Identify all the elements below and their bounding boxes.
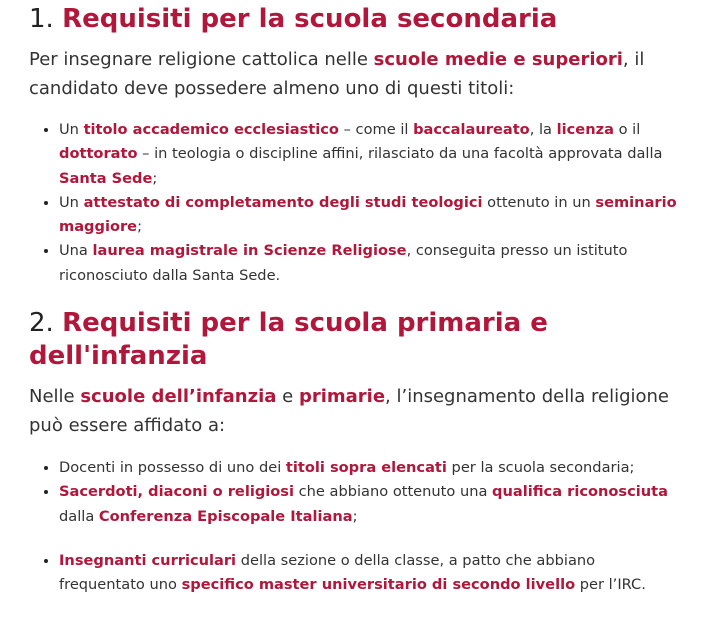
intro-text: , il candidato deve possedere almeno uno di questi titoli: — [29, 49, 645, 99]
item-text: – in teologia o discipline affini, rilasciato da una facoltà approvata dalla — [137, 145, 663, 163]
item-text: , la — [529, 121, 557, 138]
highlight-text: titoli sopra elencati — [285, 459, 447, 477]
item-text: per l’IRC. — [575, 576, 646, 594]
item-text: ; — [137, 218, 142, 236]
item-text: Un — [59, 193, 84, 211]
list-item — [59, 480, 685, 529]
item-text: , conseguita presso un istituto riconosciuto dalla Santa Sede. — [59, 242, 628, 284]
highlight-text: dottorato — [59, 145, 138, 163]
intro-text: , l’insegnamento della religione può essere affidato a: — [29, 386, 669, 437]
highlight-text: scuole medie e superiori — [373, 49, 623, 70]
highlight-text: scuole dell’infanzia — [80, 386, 277, 408]
highlight-text: Conferenza Episcopale Italiana — [98, 507, 353, 525]
section-2-intro — [29, 382, 685, 440]
section-1-intro — [29, 45, 685, 103]
intro-text: Per insegnare religione cattolica nelle — [29, 49, 374, 70]
item-text: Docenti in possesso di uno dei — [59, 459, 286, 477]
item-text: dalla — [59, 507, 99, 525]
section-2-heading — [29, 307, 685, 373]
item-text: della sezione o della classe, a patto che abbiano frequentato uno — [59, 551, 596, 594]
section-1-heading — [29, 0, 685, 36]
highlight-text: attestato di completamento degli studi teologici — [83, 193, 483, 211]
section-1-title: Requisiti per la scuola secondaria — [62, 4, 558, 34]
highlight-text: Sacerdoti, diaconi o religiosi — [59, 483, 294, 501]
highlight-text: Santa Sede — [59, 169, 153, 187]
highlight-text: licenza — [556, 121, 614, 138]
item-text: ; — [152, 169, 158, 187]
item-text: ottenuto in un — [482, 193, 596, 211]
highlight-text: seminario maggiore — [59, 193, 677, 236]
item-text: che abbiano ottenuto una — [294, 483, 493, 501]
list-item — [59, 118, 685, 191]
list-item — [59, 239, 685, 288]
section-2-title: Requisiti per la scuola primaria e dell'infanzia — [29, 308, 548, 372]
highlight-text: baccalaureato — [413, 121, 530, 138]
intro-text: Nelle — [29, 386, 81, 408]
list-item — [59, 549, 685, 598]
item-text: per la scuola secondaria; — [446, 459, 635, 477]
list-item — [59, 191, 685, 240]
item-text: o il — [613, 121, 641, 138]
item-text: ; — [352, 507, 358, 525]
highlight-text: laurea magistrale in Scienze Religiose — [92, 242, 407, 260]
highlight-text: Insegnanti curriculari — [59, 551, 237, 569]
section-1-list — [29, 118, 685, 288]
section-2-list — [29, 456, 685, 597]
list-item — [59, 456, 685, 480]
section-2-number: 2. — [29, 308, 54, 339]
item-text: Una — [59, 242, 93, 260]
highlight-text: qualifica riconosciuta — [492, 483, 668, 501]
highlight-text: primarie — [298, 386, 386, 408]
highlight-text: titolo accademico ecclesiastico — [83, 121, 339, 138]
section-1-number: 1. — [29, 4, 54, 34]
item-text: – come il — [338, 121, 414, 138]
highlight-text: specifico master universitario di secondo livello — [181, 576, 576, 594]
intro-text: e — [276, 386, 299, 408]
item-text: Un — [59, 121, 84, 138]
